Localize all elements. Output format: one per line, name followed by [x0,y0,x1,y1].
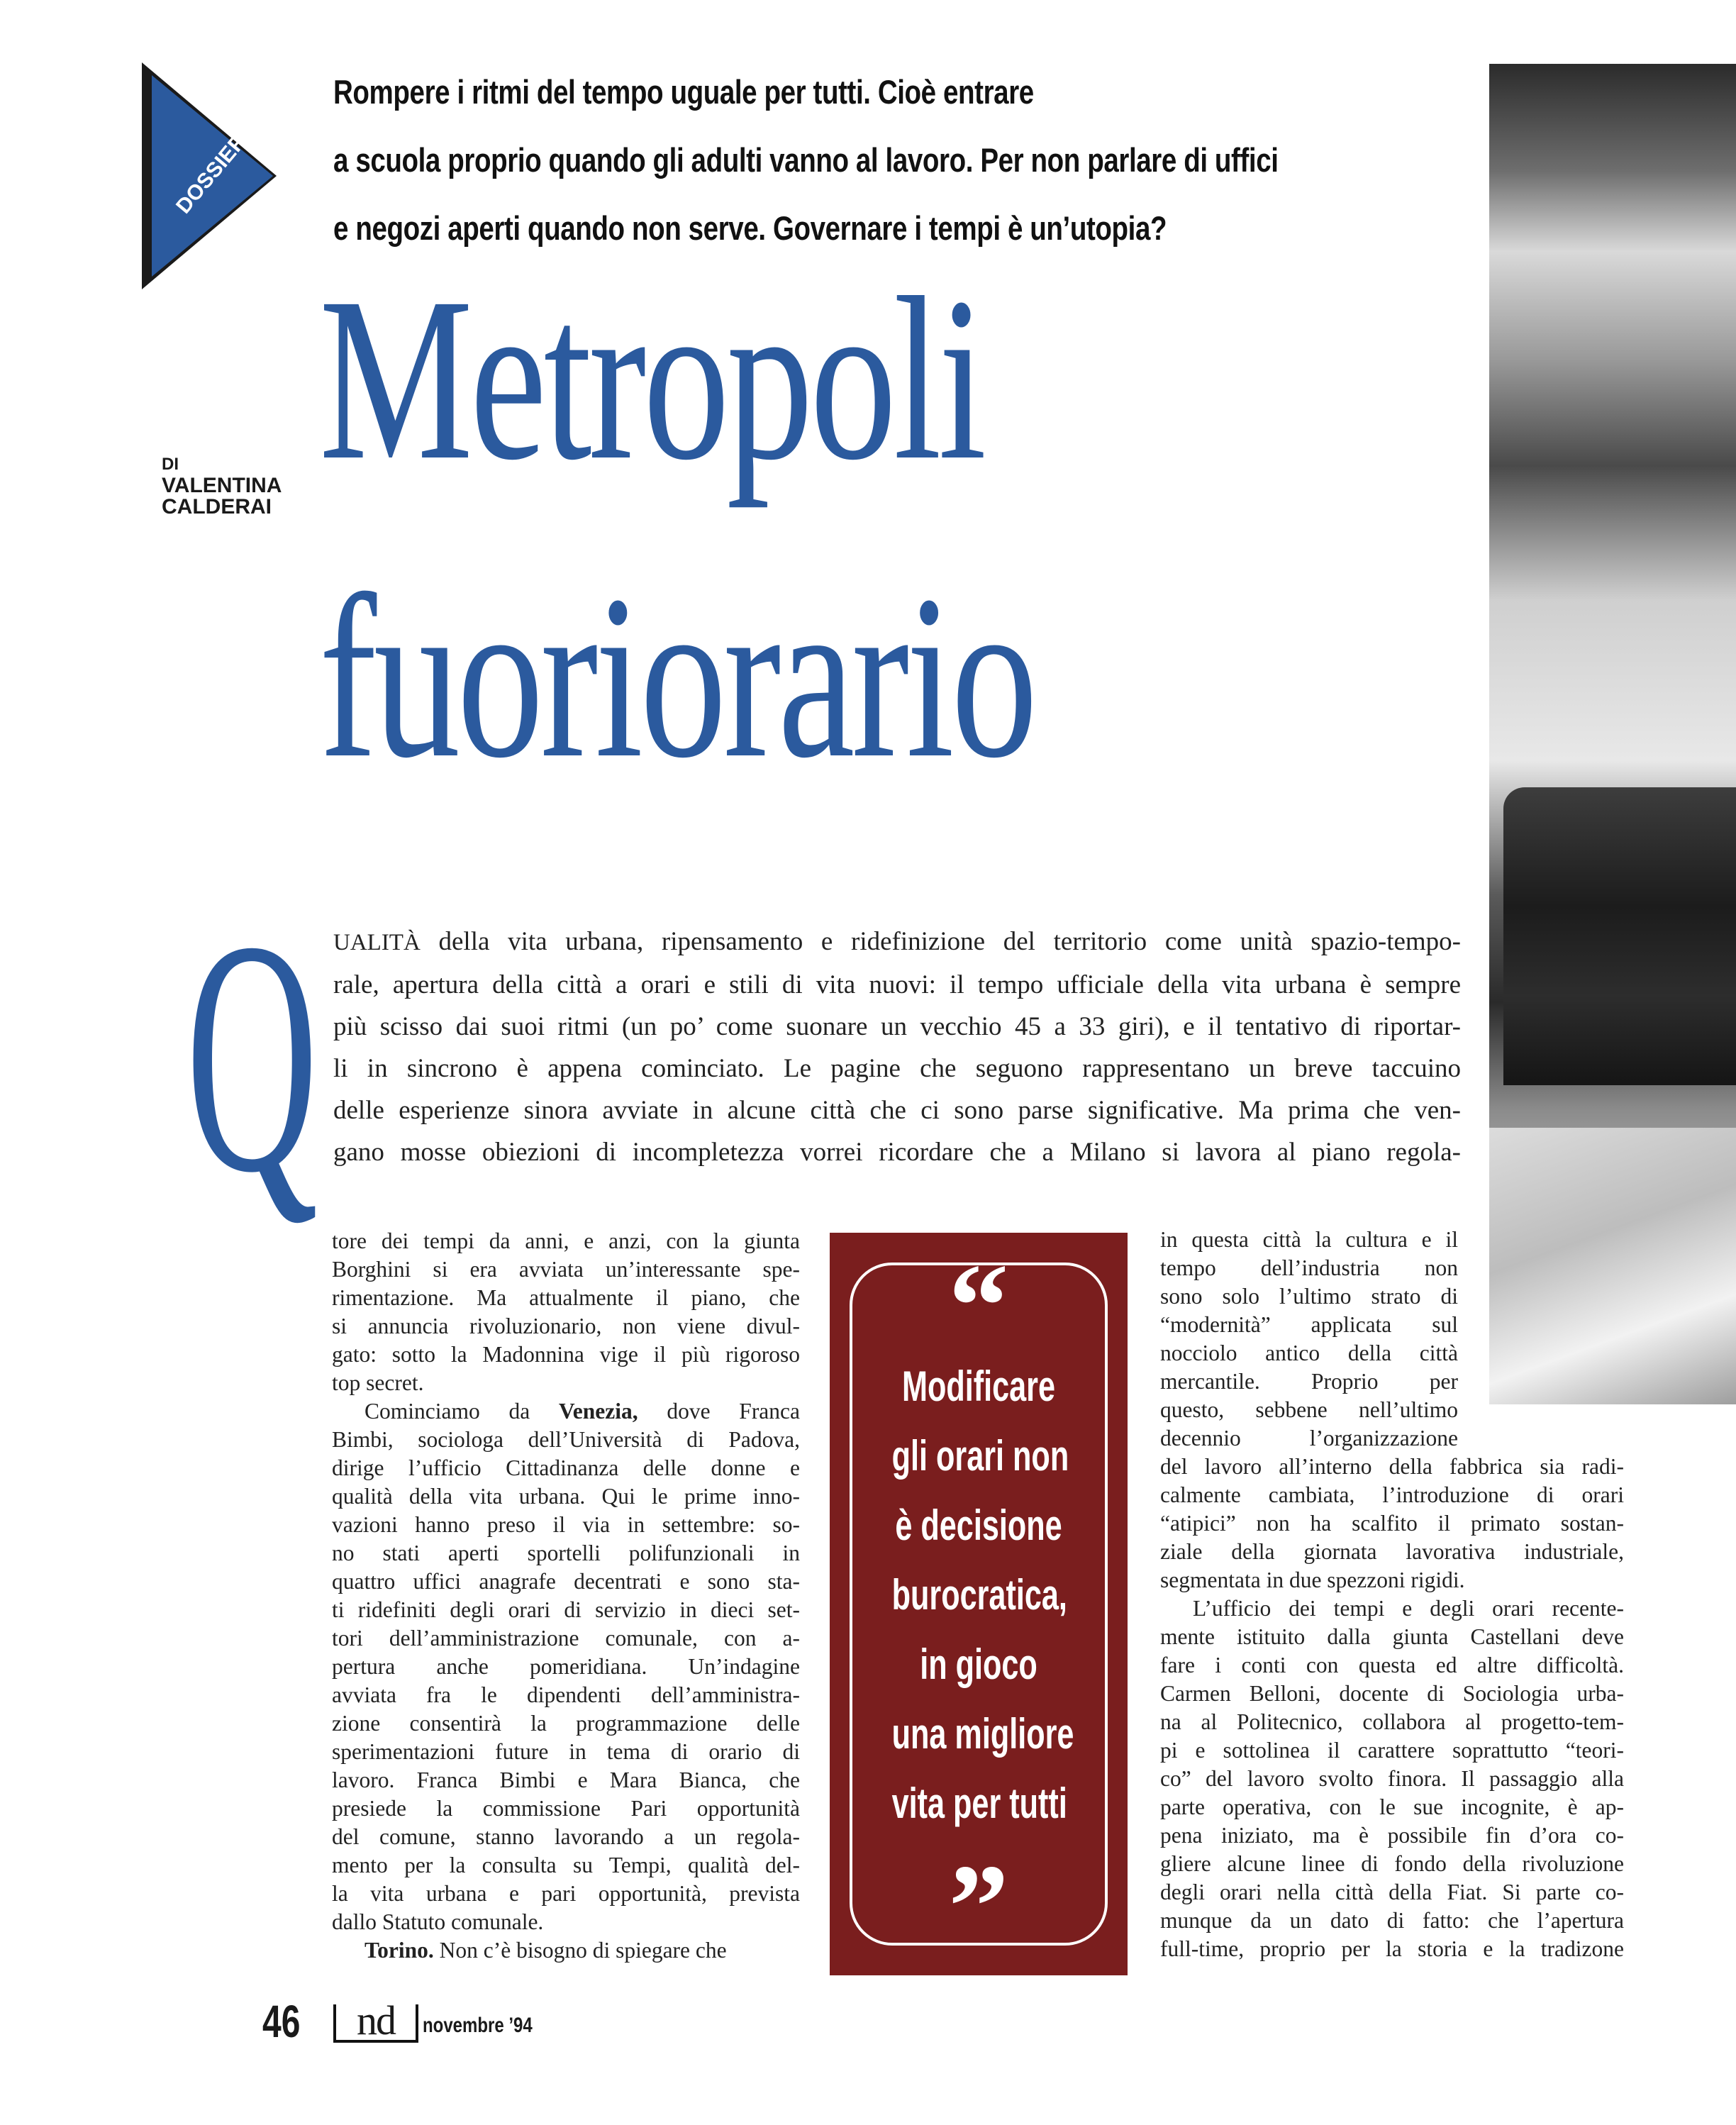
pull-quote-line: vita per tutti [891,1780,1067,1827]
text-line: dallo Statuto comunale. [332,1909,544,1934]
text-line: vazioni hanno preso il via in settembre: so- [332,1512,800,1537]
pull-quote-text [858,1352,1099,1838]
text-line: mercantile. Proprio per [1160,1369,1458,1394]
page-number: 46 [262,1996,301,2047]
text-line: Cominciamo da Venezia, dove Franca [365,1399,801,1424]
text-line: gliere alcune linee di fondo della rivoluzione [1160,1851,1624,1876]
text-line: del lavoro all’interno della fabbrica sia radi- [1160,1454,1624,1479]
intro-line: a scuola proprio quando gli adulti vanno al lavoro. Per non parlare di uffici [333,141,1279,179]
text-line: co” del lavoro svolto finora. Il passaggio alla [1160,1766,1624,1791]
text-line: tore dei tempi da anni, e anzi, con la giunta [332,1228,800,1253]
body-column-1 [332,1227,800,1965]
text-line: la vita urbana e pari opportunità, prevista [332,1881,800,1906]
pull-quote-box [830,1233,1128,1975]
body-column-3-wide [1160,1453,1624,1963]
text-line: full-time, proprio per la storia e la tradizone [1160,1936,1624,1961]
lead-small-caps: UALITÀ [333,930,421,955]
lead-line: li in sincrono è appena cominciato. Le pagine che seguono rappresentano un breve taccuino [333,1054,1461,1083]
open-quote-mark: “ [948,1239,1009,1372]
text-line: presiede la commissione Pari opportunità [332,1796,800,1821]
text-line: no stati aperti sportelli polifunzionali in [332,1541,800,1565]
text-line: decennio l’organizzazione [1160,1426,1458,1450]
text-line: nocciolo antico della città [1160,1341,1458,1365]
pull-quote-line: gli orari non [891,1432,1069,1480]
lead-line: più scisso dai suoi ritmi (un po’ come suonare un vecchio 45 a 33 giri), e il tentativo di riportar- [333,1012,1461,1041]
text-line: si annuncia rivoluzionario, non viene divul- [332,1314,800,1338]
street-photo [1489,64,1736,1404]
dossier-triangle-icon [142,62,284,289]
text-line: Bimbi, sociologa dell’Università di Padova, [332,1427,800,1452]
pull-quote-line: burocratica, [891,1571,1067,1619]
text-line: calmente cambiata, l’introduzione di orari [1160,1482,1624,1507]
lead-line: gano mosse obiezioni di incompletezza vorrei ricordare che a Milano si lavora al piano regola- [333,1138,1461,1167]
text-line: tori dell’amministrazione comunale, con a- [332,1626,800,1650]
text-line: del comune, stanno lavorando a un regola- [332,1824,800,1849]
text-line: “atipici” non ha scalfito il primato sostan- [1160,1511,1624,1536]
close-quote-mark: ” [948,1840,1009,1973]
text-line: tempo dell’industria non [1160,1255,1458,1280]
article-title-line-2: fuoriorario [319,548,1035,806]
intro-line: Rompere i ritmi del tempo uguale per tutti. Cioè entrare [333,73,1034,111]
text-line: gato: sotto la Madonnina vige il più rigoroso [332,1342,800,1367]
text-line: mente istituito dalla giunta Castellani deve [1160,1624,1624,1649]
dossier-label: DOSSIER [172,129,252,218]
drop-cap: Q [186,872,318,1241]
text-line: munque da un dato di fatto: che l’apertura [1160,1908,1624,1933]
text-line: L’ufficio dei tempi e degli orari recente- [1193,1596,1624,1621]
city-torino: Torino. [365,1938,434,1963]
text-line: zione consentirà la programmazione delle [332,1711,800,1736]
lead-line: rale, apertura della città a orari e stili di vita nuovi: il tempo ufficiale della vita urbana è sempre [333,970,1461,999]
text-line: quattro uffici anagrafe decentrati e sono sta- [332,1569,800,1594]
road-photo-detail [1489,1128,1736,1404]
text-line: Borghini si era avviata un’interessante spe- [332,1257,800,1282]
intro-line: e negozi aperti quando non serve. Governare i tempi è un’utopia? [333,209,1167,247]
text-line: in questa città la cultura e il [1160,1227,1458,1252]
lead-paragraph [333,921,1461,1173]
byline-first-name: VALENTINA [162,474,282,497]
pull-quote-line: una migliore [891,1710,1074,1758]
text-line: dirige l’ufficio Cittadinanza delle donne e [332,1455,800,1480]
text-line: degli orari nella città della Fiat. Si parte co- [1160,1880,1624,1904]
text-line: avviata fra le dipendenti dell’amministra- [332,1682,800,1707]
text-line: “modernità” applicata sul [1160,1312,1458,1337]
text-line: pi e sottolinea il carattere soprattutto “teori- [1160,1738,1624,1763]
text-line: ti ridefiniti degli orari di servizio in dieci set- [332,1597,800,1622]
byline-prefix: DI [162,455,179,474]
issue-date: novembre ’94 [423,2014,533,2037]
text-line: lavoro. Franca Bimbi e Mara Bianca, che [332,1768,800,1792]
text-line: sperimentazioni future in tema di orario di [332,1739,800,1764]
car-photo-detail [1503,787,1736,1085]
lead-line: delle esperienze sinora avviate in alcune città che ci sono parse significative. Ma prima che ven- [333,1096,1461,1125]
lead-line: UALITÀ della vita urbana, ripensamento e ridefinizione del territorio come unità spazio-tempo- [333,927,1461,956]
text-line: fare i conti con questa ed altre difficoltà. [1160,1653,1624,1677]
article-title-line-1: Metropoli [319,250,984,509]
text-line: rimentazione. Ma attualmente il piano, che [332,1285,800,1310]
text-line: sono solo l’ultimo strato di [1160,1284,1458,1309]
text-line: Carmen Belloni, docente di Sociologia urba- [1160,1681,1624,1706]
text-line: ziale della giornata lavorativa industriale, [1160,1539,1624,1564]
pull-quote-line: Modificare [901,1363,1056,1410]
text-line: pertura anche pomeridiana. Un’indagine [332,1654,800,1679]
text-line: Torino. Non c’è bisogno di spiegare che [365,1938,727,1963]
body-column-3-narrow [1160,1226,1458,1453]
text-line: segmentata in due spezzoni rigidi. [1160,1568,1465,1592]
text-line: mento per la consulta su Tempi, qualità del- [332,1853,800,1877]
intro-deck [333,58,1279,262]
dossier-section-tab [142,62,284,289]
text-line: qualità della vita urbana. Qui le prime inno- [332,1484,800,1509]
byline [162,454,289,518]
byline-last-name: CALDERAI [162,495,272,518]
text-line: top secret. [332,1370,424,1395]
text-line: pena iniziato, ma è possibile fin d’ora co- [1160,1823,1624,1848]
text-line: parte operativa, con le sue incognite, è ap- [1160,1794,1624,1819]
pull-quote-line: è decisione [895,1502,1062,1549]
text-line: na al Politecnico, collabora al progetto-tem- [1160,1709,1624,1734]
magazine-logo: nd [333,2004,418,2043]
city-venezia: Venezia, [558,1399,638,1424]
text-line: questo, sebbene nell’ultimo [1160,1397,1458,1422]
pull-quote-line: in gioco [920,1641,1037,1688]
